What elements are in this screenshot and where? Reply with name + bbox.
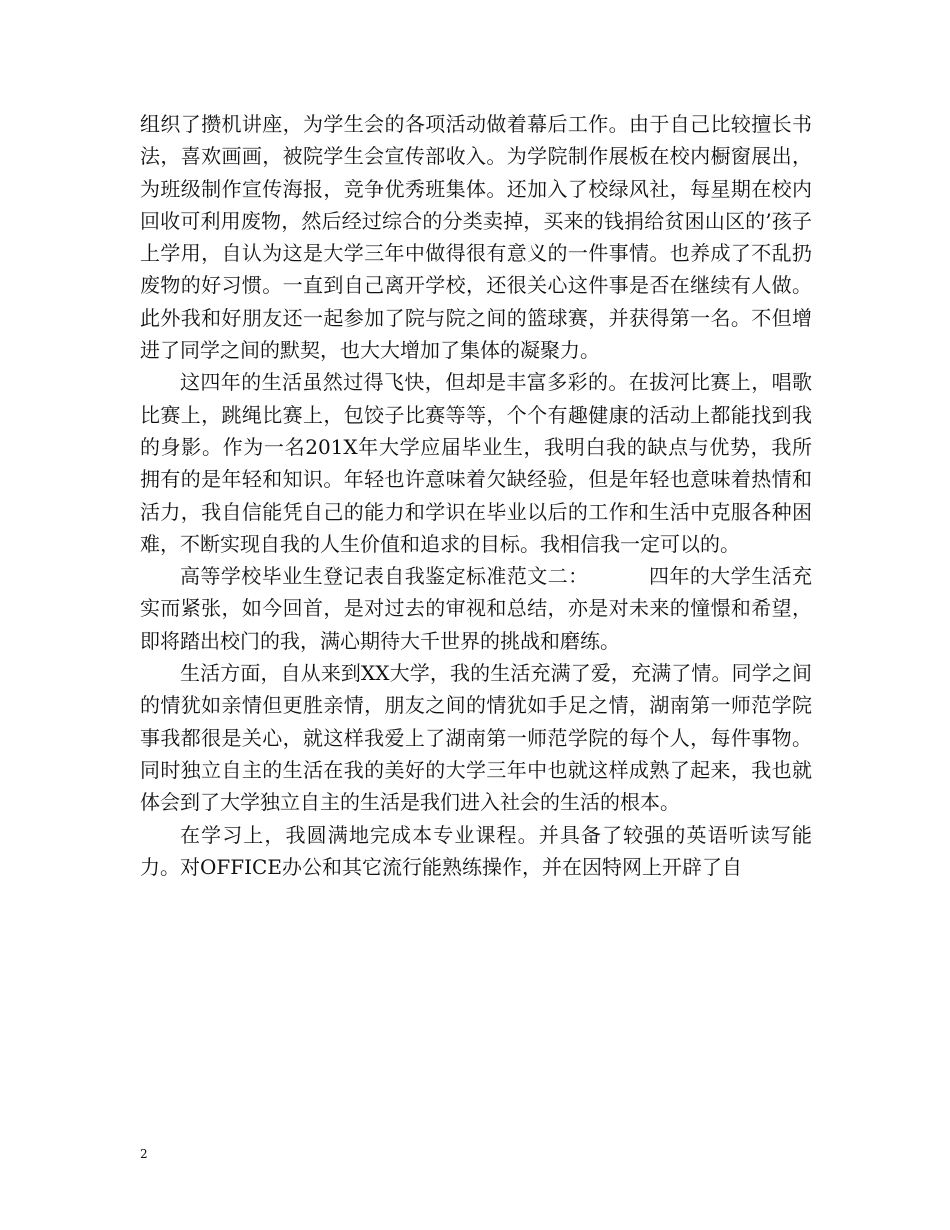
page-number: 2: [140, 1147, 148, 1161]
paragraph-3-text: 四年的大学生活充实而紧张，如今回首，是对过去的审视和总结，亦是对未来的憧憬和希望，即将踏出校门的我，满心期待大千世界的挑战和磨练。: [140, 564, 813, 653]
section-heading: 高等学校毕业生登记表自我鉴定标准范文二：: [180, 564, 589, 589]
paragraph-3: [140, 560, 812, 657]
document-body: [140, 108, 812, 883]
paragraph-5: 在学习上，我圆满地完成本专业课程。并具备了较强的英语听读写能力。对OFFICE办公和其它流行能熟练操作，并在因特网上开辟了自: [140, 822, 812, 879]
paragraph-2: 这四年的生活虽然过得飞快，但却是丰富多彩的。在拔河比赛上，唱歌比赛上，跳绳比赛上，包饺子比赛等等，个个有趣健康的活动上都能找到我的身影。作为一名201X年大学应届毕业生，我明白我的缺点与优势，我所拥有的是年轻和知识。年轻也许意味着欠缺经验，但是年轻也意味着热情和活力，我自信能凭自己的能力和学识在毕业以后的工作和生活中克服各种困难，不断实现自我的人生价值和追求的目标。我相信我一定可以的。: [140, 370, 812, 556]
paragraph-1: 组织了攒机讲座，为学生会的各项活动做着幕后工作。由于自己比较擅长书法，喜欢画画，被院学生会宣传部收入。为学院制作展板在校内橱窗展出，为班级制作宣传海报，竞争优秀班集体。还加入了校绿风社，每星期在校内回收可利用废物，然后经过综合的分类卖掉，买来的钱捐给贫困山区的’孩子上学用，自认为这是大学三年中做得很有意义的一件事情。也养成了不乱扔废物的好习惯。一直到自己离开学校，还很关心这件事是否在继续有人做。此外我和好朋友还一起参加了院与院之间的篮球赛，并获得第一名。不但增进了同学之间的默契，也大大增加了集体的凝聚力。: [140, 112, 812, 363]
paragraph-4: 生活方面，自从来到XX大学，我的生活充满了爱，充满了情。同学之间的情犹如亲情但更胜亲情，朋友之间的情犹如手足之情，湖南第一师范学院事我都很是关心，就这样我爱上了湖南第一师范学院的每个人，每件事物。同时独立自主的生活在我的美好的大学三年中也就这样成熟了起来，我也就体会到了大学独立自主的生活是我们进入社会的生活的根本。: [140, 661, 812, 815]
